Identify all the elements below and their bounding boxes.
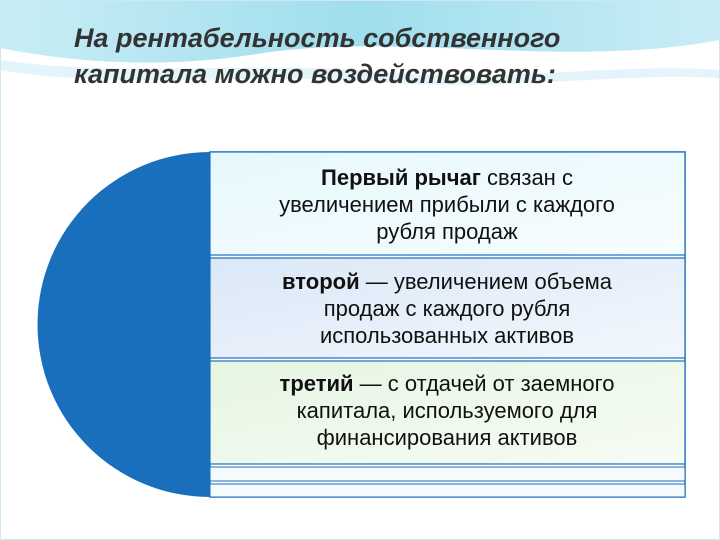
lever-2-line-1 [212, 268, 682, 295]
lever-3-rest: — с отдачей от заемного [353, 371, 615, 396]
lever-1-bold: Первый рычаг [321, 165, 481, 190]
lever-2-bold: второй [282, 269, 360, 294]
lever-text-3 [212, 370, 682, 451]
slide-title-line-1: На рентабельность собственного [74, 23, 561, 53]
lever-1-rest: связан с [480, 165, 573, 190]
lever-2-rest: — увеличением объема [359, 269, 612, 294]
half-disc-shape [38, 152, 210, 497]
empty-strip-2 [210, 484, 685, 497]
lever-text-1 [212, 164, 682, 245]
lever-3-line-2: капитала, используемого для [296, 398, 598, 423]
lever-3-line-3: финансирования активов [316, 425, 578, 450]
lever-1-line-3: рубля продаж [376, 219, 518, 244]
lever-3-line-1 [212, 370, 682, 397]
lever-1-line-2: увеличением прибыли с каждого [279, 192, 615, 217]
empty-strip-1 [210, 467, 685, 481]
lever-2-line-2: продаж с каждого рубля [323, 296, 571, 321]
slide-title-line-2: капитала можно воздействовать: [74, 59, 556, 89]
lever-1-line-1 [212, 164, 682, 191]
lever-3-bold: третий [279, 371, 354, 396]
lever-text-2 [212, 268, 682, 349]
lever-2-line-3: использованных активов [319, 323, 575, 348]
